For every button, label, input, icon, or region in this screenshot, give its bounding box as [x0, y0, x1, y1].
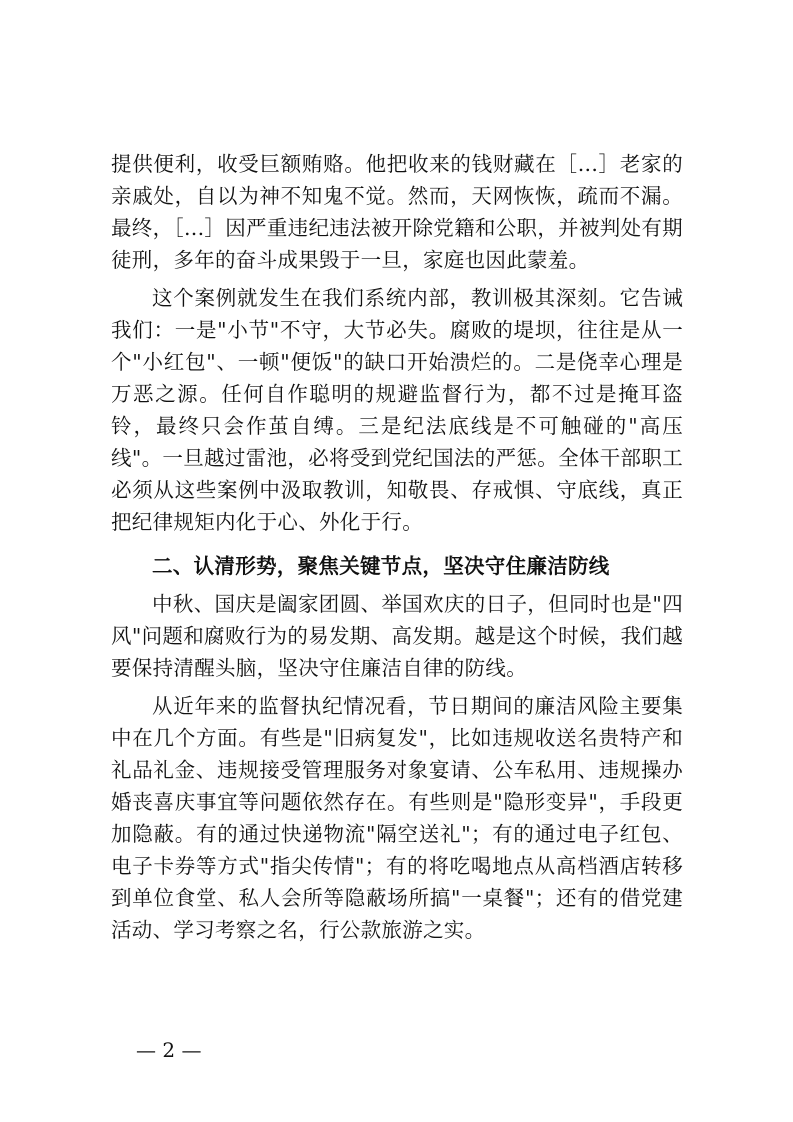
paragraph-lessons: 这个案例就发生在我们系统内部，教训极其深刻。它告诫我们：一是"小节"不守，大节必失。腐败的堤坝，往往是从一个"小红包"、一顿"便饭"的缺口开始溃烂的。二是侥幸心理是万恶之源。任何自作聪明的规避监督行为，都不过是掩耳盗铃，最终只会作茧自缚。三是纪法底线是不可触碰的"高压线"。一旦越过雷池，必将受到党纪国法的严惩。全体干部职工必须从这些案例中汲取教训，知敬畏、存戒惧、守底线，真正把纪律规矩内化于心、外化于行。 [111, 286, 683, 534]
paragraph-risk-areas: 从近年来的监督执纪情况看，节日期间的廉洁风险主要集中在几个方面。有些是"旧病复发"，比如违规收送名贵特产和礼品礼金、违规接受管理服务对象宴请、公车私用、违规操办婚丧喜庆事宜等问题依然存在。有些则是"隐形变异"，手段更加隐蔽。有的通过快递物流"隔空送礼"；有的通过电子红包、电子卡券等方式"指尖传情"；有的将吃喝地点从高档酒店转移到单位食堂、私人会所等隐蔽场所搞"一桌餐"；还有的借党建活动、学习考察之名，行公款旅游之实。 [111, 694, 683, 942]
paragraph-holiday-risk: 中秋、国庆是阖家团圆、举国欢庆的日子，但同时也是"四风"问题和腐败行为的易发期、高发期。越是这个时候，我们越要保持清醒头脑，坚决守住廉洁自律的防线。 [111, 592, 683, 680]
page-number: — 2 — [136, 1038, 202, 1062]
paragraph-case-continuation: 提供便利，收受巨额贿赂。他把收来的钱财藏在［...］老家的亲戚处，自以为神不知鬼不觉。然而，天网恢恢，疏而不漏。最终，［...］因严重违纪违法被开除党籍和公职，并被判处有期徒刑，多年的奋斗成果毁于一旦，家庭也因此蒙羞。 [111, 152, 683, 272]
document-body [111, 148, 683, 946]
section-heading-2: 二、认清形势，聚焦关键节点，坚决守住廉洁防线 [152, 554, 610, 578]
